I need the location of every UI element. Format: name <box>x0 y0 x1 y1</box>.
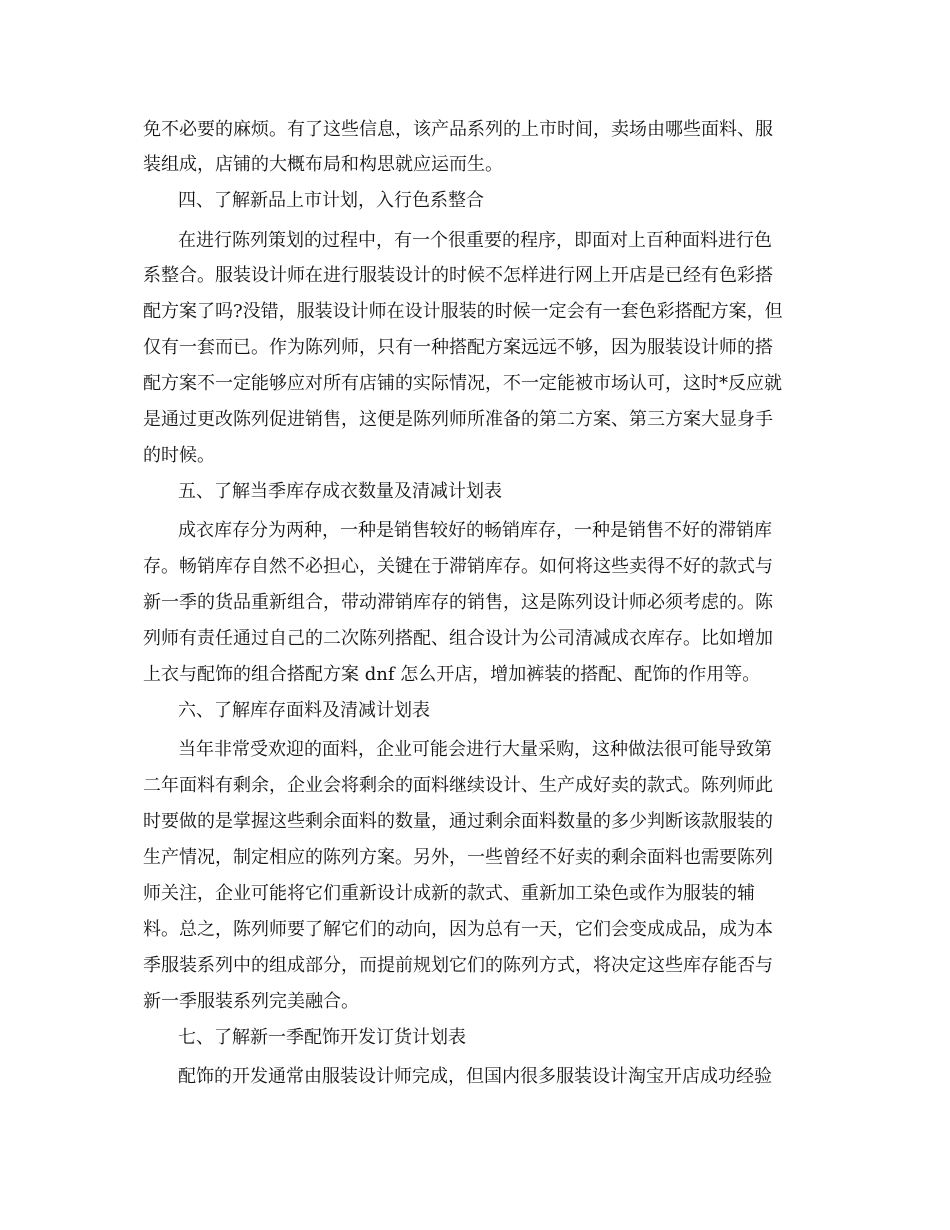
body-text-line: 二年面料有剩余，企业会将剩余的面料继续设计、生产成好卖的款式。陈列师此 <box>143 775 773 796</box>
paragraph-start-line: 在进行陈列策划的过程中，有一个很重要的程序，即面对上百种面料进行色 <box>178 230 772 251</box>
body-text-line: 季服装系列中的组成部分，而提前规划它们的陈列方式，将决定这些库存能否与 <box>143 955 773 976</box>
section-heading-6: 六、了解库存面料及清减计划表 <box>178 700 430 721</box>
body-text-line: 上衣与配饰的组合搭配方案 dnf 怎么开店，增加裤装的搭配、配饰的作用等。 <box>143 664 761 685</box>
body-text-line: 是通过更改陈列促进销售，这便是陈列师所准备的第二方案、第三方案大显身手 <box>143 409 773 430</box>
body-text-line: 料。总之，陈列师要了解它们的动向，因为总有一天，它们会变成成品，成为本 <box>143 919 773 940</box>
body-text-line: 生产情况，制定相应的陈列方案。另外，一些曾经不好卖的剩余面料也需要陈列 <box>143 847 773 868</box>
section-heading-5: 五、了解当季库存成衣数量及清减计划表 <box>178 481 502 502</box>
body-text-line: 装组成，店铺的大概布局和构思就应运而生。 <box>143 154 503 175</box>
body-text-line: 新一季的货品重新组合，带动滞销库存的销售，这是陈列设计师必须考虑的。陈 <box>143 592 773 613</box>
body-text-line: 存。畅销库存自然不必担心，关键在于滞销库存。如何将这些卖得不好的款式与 <box>143 556 773 577</box>
body-text-line: 配方案不一定能够应对所有店铺的实际情况，不一定能被市场认可，这时*反应就 <box>143 373 782 394</box>
body-text-line: 新一季服装系列完美融合。 <box>143 991 359 1012</box>
paragraph-start-line: 成衣库存分为两种，一种是销售较好的畅销库存，一种是销售不好的滞销库 <box>178 520 772 541</box>
body-text-line: 仅有一套而已。作为陈列师，只有一种搭配方案远远不够，因为服装设计师的搭 <box>143 337 773 358</box>
paragraph-start-line: 当年非常受欢迎的面料，企业可能会进行大量采购，这种做法很可能导致第 <box>178 739 772 760</box>
body-text-line: 列师有责任通过自己的二次陈列搭配、组合设计为公司清减成衣库存。比如增加 <box>143 628 773 649</box>
section-heading-4: 四、了解新品上市计划，入行色系整合 <box>178 190 484 211</box>
body-text-line: 系整合。服装设计师在进行服装设计的时候不怎样进行网上开店是已经有色彩搭 <box>143 265 773 286</box>
body-text-line: 师关注，企业可能将它们重新设计成新的款式、重新加工染色或作为服装的辅 <box>143 883 755 904</box>
paragraph-start-line: 配饰的开发通常由服装设计师完成，但国内很多服装设计淘宝开店成功经验 <box>178 1066 772 1087</box>
body-text-line: 配方案了吗?没错，服装设计师在设计服装的时候一定会有一套色彩搭配方案，但 <box>143 301 783 322</box>
body-text-line: 的时候。 <box>143 445 215 466</box>
body-text-line: 时要做的是掌握这些剩余面料的数量，通过剩余面料数量的多少判断该款服装的 <box>143 811 773 832</box>
body-text-line: 免不必要的麻烦。有了这些信息，该产品系列的上市时间，卖场由哪些面料、服 <box>143 119 773 140</box>
section-heading-7: 七、了解新一季配饰开发订货计划表 <box>178 1027 466 1048</box>
